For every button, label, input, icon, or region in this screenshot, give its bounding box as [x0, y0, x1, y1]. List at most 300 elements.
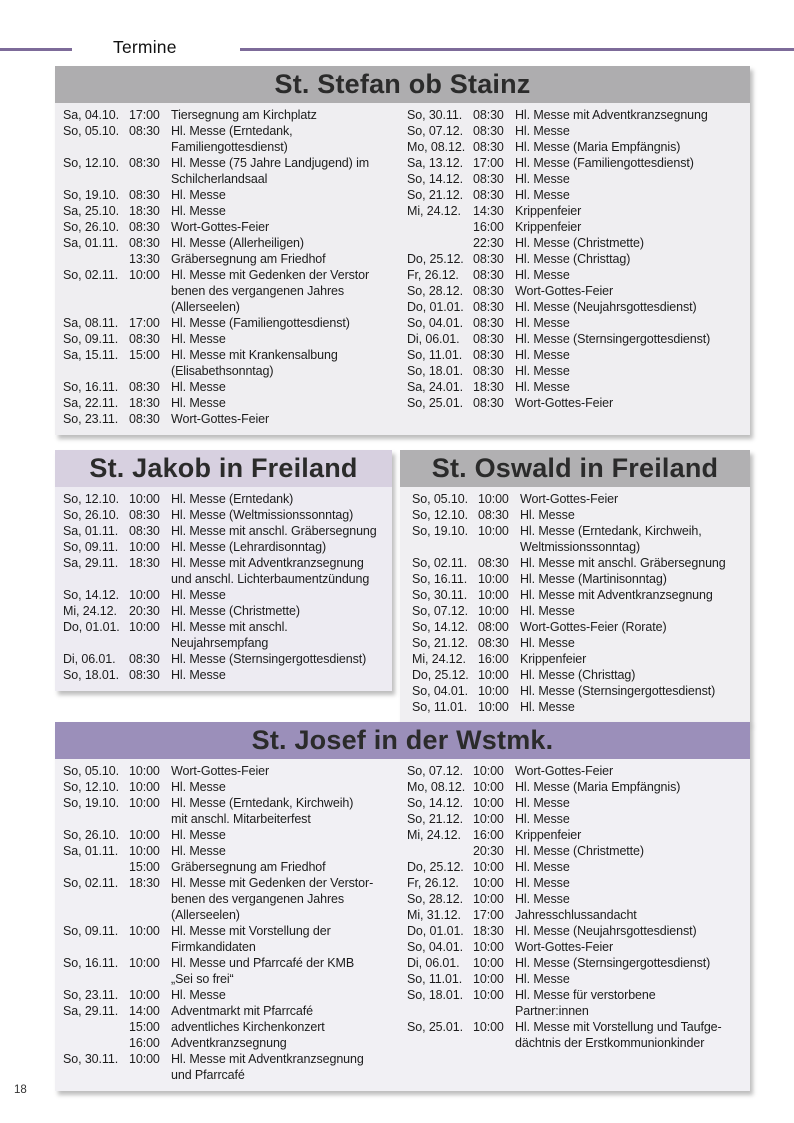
entry-time: 10:00 [473, 780, 504, 794]
entry-description: Hl. Messe [171, 988, 226, 1002]
entry-time: 10:00 [473, 796, 504, 810]
schedule-entry [407, 171, 750, 187]
entry-description: Tiersegnung am Kirchplatz [171, 108, 317, 122]
entry-time: 10:00 [129, 764, 160, 778]
entry-description: Hl. Messe (Sternsingergottesdienst) [171, 652, 367, 666]
entry-time: 10:00 [473, 988, 504, 1002]
entry-description: Hl. Messe (75 Jahre Landjugend) im Schilcherlandsaal [171, 156, 370, 186]
entry-description: Wort-Gottes-Feier [171, 412, 270, 426]
schedule-entry [407, 907, 750, 923]
section-body [400, 487, 750, 723]
entry-description: Krippenfeier [520, 652, 587, 666]
entry-time: 20:30 [129, 604, 160, 618]
schedule-entry [412, 651, 750, 667]
schedule-entry [407, 971, 750, 987]
schedule-entry [407, 347, 750, 363]
entry-time: 08:30 [129, 188, 160, 202]
section-title: St. Stefan ob Stainz [55, 66, 750, 103]
entry-description: Hl. Messe [171, 204, 226, 218]
entry-date: So, 19.10. [412, 524, 468, 538]
entry-time: 10:00 [129, 844, 160, 858]
entry-description: Hl. Messe mit Krankensalbung (Elisabethsonntag) [171, 348, 338, 378]
entry-description: Hl. Messe [515, 348, 570, 362]
schedule-entry [63, 987, 407, 1003]
entry-date: So, 19.10. [63, 796, 119, 810]
entry-description: Hl. Messe (Christmette) [515, 844, 644, 858]
schedule-entry [63, 107, 407, 123]
schedule-entry [407, 283, 750, 299]
entry-date: So, 16.11. [412, 572, 468, 586]
entry-date: So, 18.01. [407, 988, 463, 1002]
schedule-entry [412, 571, 750, 587]
entry-date: So, 26.10. [63, 828, 119, 842]
entry-time: 10:00 [478, 700, 509, 714]
entry-description: Wort-Gottes-Feier (Rorate) [520, 620, 667, 634]
entry-time: 16:00 [478, 652, 509, 666]
entry-date [407, 843, 473, 859]
entry-date: Sa, 01.11. [63, 236, 119, 250]
entry-description: Krippenfeier [515, 828, 582, 842]
entry-time: 10:00 [478, 572, 509, 586]
entry-date: Fr, 26.12. [407, 876, 459, 890]
entry-time: 08:30 [473, 124, 504, 138]
entry-time: 18:30 [129, 204, 160, 218]
schedule-entry [407, 843, 750, 859]
entry-date: So, 11.01. [407, 348, 463, 362]
entry-date: Do, 01.01. [63, 620, 120, 634]
schedule-entry [63, 1051, 407, 1083]
entry-date [407, 235, 473, 251]
entry-time: 22:30 [473, 236, 504, 250]
entry-time: 17:00 [473, 908, 504, 922]
schedule-entry [407, 235, 750, 251]
schedule-entry [63, 555, 392, 587]
entry-time: 20:30 [473, 844, 504, 858]
section-body [55, 103, 750, 435]
entry-date: Mo, 08.12. [407, 780, 466, 794]
schedule-entry [63, 379, 407, 395]
entry-description: Hl. Messe für verstorbene Partner:innen [515, 988, 656, 1018]
entry-date: Sa, 13.12. [407, 156, 463, 170]
schedule-entry [407, 219, 750, 235]
entry-description: Jahresschlussandacht [515, 908, 637, 922]
entry-date: So, 23.11. [63, 988, 119, 1002]
entry-description: Hl. Messe [520, 604, 575, 618]
entry-time: 10:00 [473, 1020, 504, 1034]
schedule-entry [407, 875, 750, 891]
entry-description: Hl. Messe [171, 332, 226, 346]
schedule-entry [63, 267, 407, 315]
entry-date: So, 23.11. [63, 412, 119, 426]
entry-time: 08:30 [473, 300, 504, 314]
entry-time: 08:30 [473, 332, 504, 346]
entry-description: Hl. Messe (Weltmissionssonntag) [171, 508, 354, 522]
entry-date: So, 18.01. [407, 364, 463, 378]
entry-description: Hl. Messe [515, 860, 570, 874]
entry-description: Wort-Gottes-Feier [515, 940, 614, 954]
schedule-entry [63, 587, 392, 603]
schedule-entry [407, 123, 750, 139]
entry-description: Adventkranzsegnung [171, 1036, 287, 1050]
schedule-column [63, 763, 407, 1083]
entry-time: 17:00 [473, 156, 504, 170]
entry-description: Gräbersegnung am Friedhof [171, 252, 326, 266]
entry-time: 10:00 [129, 492, 160, 506]
schedule-entry [63, 923, 407, 955]
schedule-entry [63, 651, 392, 667]
schedule-entry [63, 331, 407, 347]
entry-date: Sa, 01.11. [63, 524, 119, 538]
entry-description: Hl. Messe [171, 668, 226, 682]
schedule-entry [63, 1003, 407, 1019]
schedule-entry [63, 203, 407, 219]
page-title: Termine [113, 37, 177, 57]
entry-time: 10:00 [478, 588, 509, 602]
entry-time: 08:30 [129, 332, 160, 346]
entry-description: Hl. Messe mit Gedenken der Verstor benen des vergangenen Jahres (Allerseelen) [171, 268, 370, 314]
entry-time: 10:00 [473, 812, 504, 826]
entry-description: Hl. Messe (Neujahrsgottesdienst) [515, 924, 697, 938]
schedule-entry [407, 859, 750, 875]
entry-description: Hl. Messe mit Vorstellung und Taufge- dächtnis der Erstkommunionkinder [515, 1020, 722, 1050]
entry-time: 08:30 [129, 524, 160, 538]
schedule-entry [412, 587, 750, 603]
entry-description: Hl. Messe (Christtag) [515, 252, 631, 266]
entry-time: 08:30 [473, 348, 504, 362]
schedule-entry [63, 859, 407, 875]
entry-description: Hl. Messe (Martinisonntag) [520, 572, 667, 586]
entry-time: 10:00 [478, 684, 509, 698]
entry-description: Hl. Messe [171, 188, 226, 202]
entry-date: Mi, 24.12. [412, 652, 466, 666]
entry-description: Krippenfeier [515, 204, 582, 218]
entry-date: So, 09.11. [63, 332, 119, 346]
entry-date: Di, 06.01. [407, 956, 460, 970]
schedule-entry [63, 827, 407, 843]
schedule-entry [407, 891, 750, 907]
schedule-entry [63, 395, 407, 411]
entry-date: So, 12.10. [412, 508, 468, 522]
entry-time: 16:00 [473, 220, 504, 234]
entry-time: 10:00 [129, 1052, 160, 1066]
entry-description: Hl. Messe [515, 268, 570, 282]
schedule-entry [412, 635, 750, 651]
entry-description: Hl. Messe (Familiengottesdienst) [171, 316, 350, 330]
entry-time: 08:30 [129, 380, 160, 394]
entry-description: Hl. Messe [515, 380, 570, 394]
entry-date: So, 21.12. [407, 188, 463, 202]
schedule-entry [407, 107, 750, 123]
entry-description: Hl. Messe mit anschl. Gräbersegnung [171, 524, 377, 538]
entry-time: 10:00 [473, 764, 504, 778]
entry-time: 10:00 [478, 524, 509, 538]
entry-time: 08:30 [478, 508, 509, 522]
entry-description: Hl. Messe [520, 700, 575, 714]
section-body [55, 759, 750, 1091]
schedule-entry [63, 347, 407, 379]
entry-time: 18:30 [473, 924, 504, 938]
entry-date [63, 1019, 129, 1035]
entry-description: Hl. Messe [515, 892, 570, 906]
entry-description: Hl. Messe [171, 588, 226, 602]
entry-time: 15:00 [129, 348, 160, 362]
entry-description: Hl. Messe [515, 812, 570, 826]
entry-description: Hl. Messe mit Vorstellung der Firmkandidaten [171, 924, 331, 954]
schedule-entry [63, 779, 407, 795]
page-number: 18 [14, 1084, 27, 1096]
entry-date: So, 12.10. [63, 492, 119, 506]
entry-description: Hl. Messe (Erntedank, Kirchweih, Weltmissionssonntag) [520, 524, 702, 554]
schedule-entry [63, 795, 407, 827]
entry-date: So, 02.11. [63, 876, 119, 890]
entry-description: Hl. Messe (Maria Empfängnis) [515, 140, 681, 154]
schedule-entry [407, 811, 750, 827]
entry-date: Sa, 24.01. [407, 380, 463, 394]
entry-time: 16:00 [473, 828, 504, 842]
entry-time: 08:30 [129, 412, 160, 426]
entry-description: Hl. Messe mit Adventkranzsegnung [520, 588, 713, 602]
schedule-entry [63, 411, 407, 427]
schedule-entry [63, 843, 407, 859]
entry-time: 08:30 [473, 396, 504, 410]
entry-date: Do, 25.12. [407, 860, 464, 874]
entry-description: Hl. Messe (Neujahrsgottesdienst) [515, 300, 697, 314]
entry-description: Hl. Messe mit Adventkranzsegnung und Pfarrcafé [171, 1052, 364, 1082]
entry-date: So, 07.12. [412, 604, 468, 618]
entry-description: Hl. Messe [515, 876, 570, 890]
entry-date: Do, 01.01. [407, 924, 464, 938]
entry-description: Wort-Gottes-Feier [515, 396, 614, 410]
entry-time: 10:00 [129, 924, 160, 938]
section-st-stefan [55, 66, 750, 435]
entry-date [407, 219, 473, 235]
entry-time: 14:00 [129, 1004, 160, 1018]
entry-time: 08:30 [473, 140, 504, 154]
schedule-entry [63, 619, 392, 651]
entry-time: 10:00 [478, 668, 509, 682]
schedule-entry [407, 923, 750, 939]
entry-date: Di, 06.01. [63, 652, 116, 666]
entry-time: 08:30 [473, 108, 504, 122]
entry-date: So, 11.01. [407, 972, 463, 986]
entry-description: Hl. Messe mit Gedenken der Verstor- benen des vergangenen Jahres (Allerseelen) [171, 876, 374, 922]
schedule-entry [63, 875, 407, 923]
entry-description: Hl. Messe (Maria Empfängnis) [515, 780, 681, 794]
entry-time: 10:00 [129, 268, 160, 282]
schedule-entry [63, 603, 392, 619]
entry-description: Hl. Messe [171, 380, 226, 394]
entry-time: 13:30 [129, 252, 160, 266]
entry-time: 10:00 [129, 988, 160, 1002]
entry-time: 10:00 [129, 796, 160, 810]
schedule-entry [412, 683, 750, 699]
schedule-entry [63, 1035, 407, 1051]
entry-date: Mi, 24.12. [63, 604, 117, 618]
section-st-oswald [400, 450, 750, 723]
entry-time: 08:30 [129, 668, 160, 682]
schedule-entry [407, 299, 750, 315]
entry-date: So, 14.12. [407, 172, 463, 186]
entry-date [63, 1035, 129, 1051]
entry-date: Mi, 24.12. [407, 204, 461, 218]
schedule-entry [412, 603, 750, 619]
entry-time: 08:30 [478, 556, 509, 570]
entry-description: Hl. Messe (Lehrardisonntag) [171, 540, 327, 554]
schedule-entry [63, 315, 407, 331]
entry-description: Wort-Gottes-Feier [171, 764, 270, 778]
schedule-column [63, 491, 392, 683]
entry-time: 18:30 [129, 876, 160, 890]
decorative-rule-right [240, 48, 794, 51]
entry-date: So, 16.11. [63, 956, 119, 970]
entry-time: 08:00 [478, 620, 509, 634]
entry-time: 10:00 [129, 540, 160, 554]
entry-time: 08:30 [473, 284, 504, 298]
entry-description: Hl. Messe [515, 188, 570, 202]
schedule-entry [63, 955, 407, 987]
section-title: St. Josef in der Wstmk. [55, 722, 750, 759]
entry-date: So, 07.12. [407, 124, 463, 138]
entry-time: 08:30 [129, 508, 160, 522]
entry-description: Hl. Messe [520, 508, 575, 522]
entry-time: 08:30 [129, 652, 160, 666]
entry-description: Wort-Gottes-Feier [515, 764, 614, 778]
entry-date: So, 26.10. [63, 220, 119, 234]
entry-time: 18:30 [473, 380, 504, 394]
schedule-entry [63, 219, 407, 235]
entry-date: Sa, 22.11. [63, 396, 119, 410]
section-body [55, 487, 392, 691]
entry-description: Hl. Messe [515, 364, 570, 378]
schedule-entry [407, 251, 750, 267]
schedule-entry [407, 315, 750, 331]
schedule-column [412, 491, 750, 715]
entry-date: So, 14.12. [412, 620, 468, 634]
entry-time: 17:00 [129, 316, 160, 330]
entry-time: 16:00 [129, 1036, 160, 1050]
entry-time: 10:00 [129, 828, 160, 842]
entry-description: Hl. Messe (Christmette) [171, 604, 300, 618]
schedule-entry [63, 235, 407, 251]
entry-description: Hl. Messe [515, 796, 570, 810]
schedule-entry [407, 779, 750, 795]
schedule-entry [407, 155, 750, 171]
section-st-josef [55, 722, 750, 1091]
entry-date: So, 07.12. [407, 764, 463, 778]
schedule-entry [412, 555, 750, 571]
entry-date: So, 21.12. [407, 812, 463, 826]
entry-date: So, 21.12. [412, 636, 468, 650]
entry-description: Hl. Messe (Sternsingergottesdienst) [520, 684, 716, 698]
section-title: St. Oswald in Freiland [400, 450, 750, 487]
entry-description: Hl. Messe (Sternsingergottesdienst) [515, 332, 711, 346]
entry-date: Sa, 04.10. [63, 108, 119, 122]
entry-date: So, 05.10. [412, 492, 468, 506]
entry-date: So, 04.01. [407, 316, 463, 330]
entry-date: So, 26.10. [63, 508, 119, 522]
entry-date: Mi, 24.12. [407, 828, 461, 842]
schedule-entry [412, 491, 750, 507]
entry-date: Sa, 29.11. [63, 1004, 119, 1018]
schedule-entry [407, 395, 750, 411]
entry-time: 10:00 [473, 860, 504, 874]
entry-date: So, 09.11. [63, 540, 119, 554]
entry-date: Sa, 15.11. [63, 348, 119, 362]
entry-description: Hl. Messe [171, 780, 226, 794]
entry-date: So, 04.01. [407, 940, 463, 954]
entry-description: Hl. Messe und Pfarrcafé der KMB „Sei so frei“ [171, 956, 355, 986]
schedule-entry [407, 939, 750, 955]
entry-description: Hl. Messe [515, 316, 570, 330]
entry-date: So, 28.12. [407, 284, 463, 298]
entry-description: Hl. Messe mit Adventkranzsegnung [515, 108, 708, 122]
entry-date: So, 12.10. [63, 780, 119, 794]
schedule-entry [407, 203, 750, 219]
decorative-rule-left [0, 48, 72, 51]
entry-date: So, 25.01. [407, 1020, 463, 1034]
entry-date: So, 02.11. [63, 268, 119, 282]
entry-description: Hl. Messe (Sternsingergottesdienst) [515, 956, 711, 970]
entry-description: Hl. Messe (Erntedank, Familiengottesdienst) [171, 124, 293, 154]
schedule-column [63, 107, 407, 427]
entry-description: Krippenfeier [515, 220, 582, 234]
entry-time: 10:00 [478, 492, 509, 506]
entry-description: Hl. Messe [171, 396, 226, 410]
entry-time: 08:30 [478, 636, 509, 650]
entry-date: So, 05.10. [63, 764, 119, 778]
entry-date: Sa, 25.10. [63, 204, 119, 218]
entry-time: 15:00 [129, 1020, 160, 1034]
entry-description: Adventmarkt mit Pfarrcafé [171, 1004, 313, 1018]
entry-time: 08:30 [473, 172, 504, 186]
schedule-entry [412, 699, 750, 715]
entry-date: So, 25.01. [407, 396, 463, 410]
section-st-jakob [55, 450, 392, 691]
entry-time: 08:30 [473, 316, 504, 330]
entry-date: So, 30.11. [412, 588, 468, 602]
schedule-entry [63, 123, 407, 155]
entry-description: Gräbersegnung am Friedhof [171, 860, 326, 874]
entry-time: 10:00 [478, 604, 509, 618]
entry-description: Wort-Gottes-Feier [520, 492, 619, 506]
entry-date: Do, 01.01. [407, 300, 464, 314]
entry-time: 18:30 [129, 396, 160, 410]
entry-description: adventliches Kirchenkonzert [171, 1020, 325, 1034]
schedule-entry [407, 763, 750, 779]
entry-date: Di, 06.01. [407, 332, 460, 346]
schedule-entry [407, 795, 750, 811]
entry-time: 08:30 [129, 124, 160, 138]
schedule-column [407, 763, 750, 1083]
entry-date: Sa, 01.11. [63, 844, 119, 858]
schedule-entry [407, 379, 750, 395]
entry-date: Mo, 08.12. [407, 140, 466, 154]
entry-description: Hl. Messe (Allerheiligen) [171, 236, 304, 250]
entry-description: Hl. Messe (Erntedank, Kirchweih) mit anschl. Mitarbeiterfest [171, 796, 354, 826]
schedule-entry [63, 1019, 407, 1035]
schedule-entry [63, 667, 392, 683]
section-title: St. Jakob in Freiland [55, 450, 392, 487]
entry-description: Wort-Gottes-Feier [515, 284, 614, 298]
entry-description: Hl. Messe [520, 636, 575, 650]
schedule-entry [412, 667, 750, 683]
entry-time: 08:30 [129, 236, 160, 250]
schedule-entry [412, 507, 750, 523]
entry-description: Wort-Gottes-Feier [171, 220, 270, 234]
schedule-entry [407, 267, 750, 283]
entry-date: So, 30.11. [407, 108, 463, 122]
entry-date: So, 04.01. [412, 684, 468, 698]
